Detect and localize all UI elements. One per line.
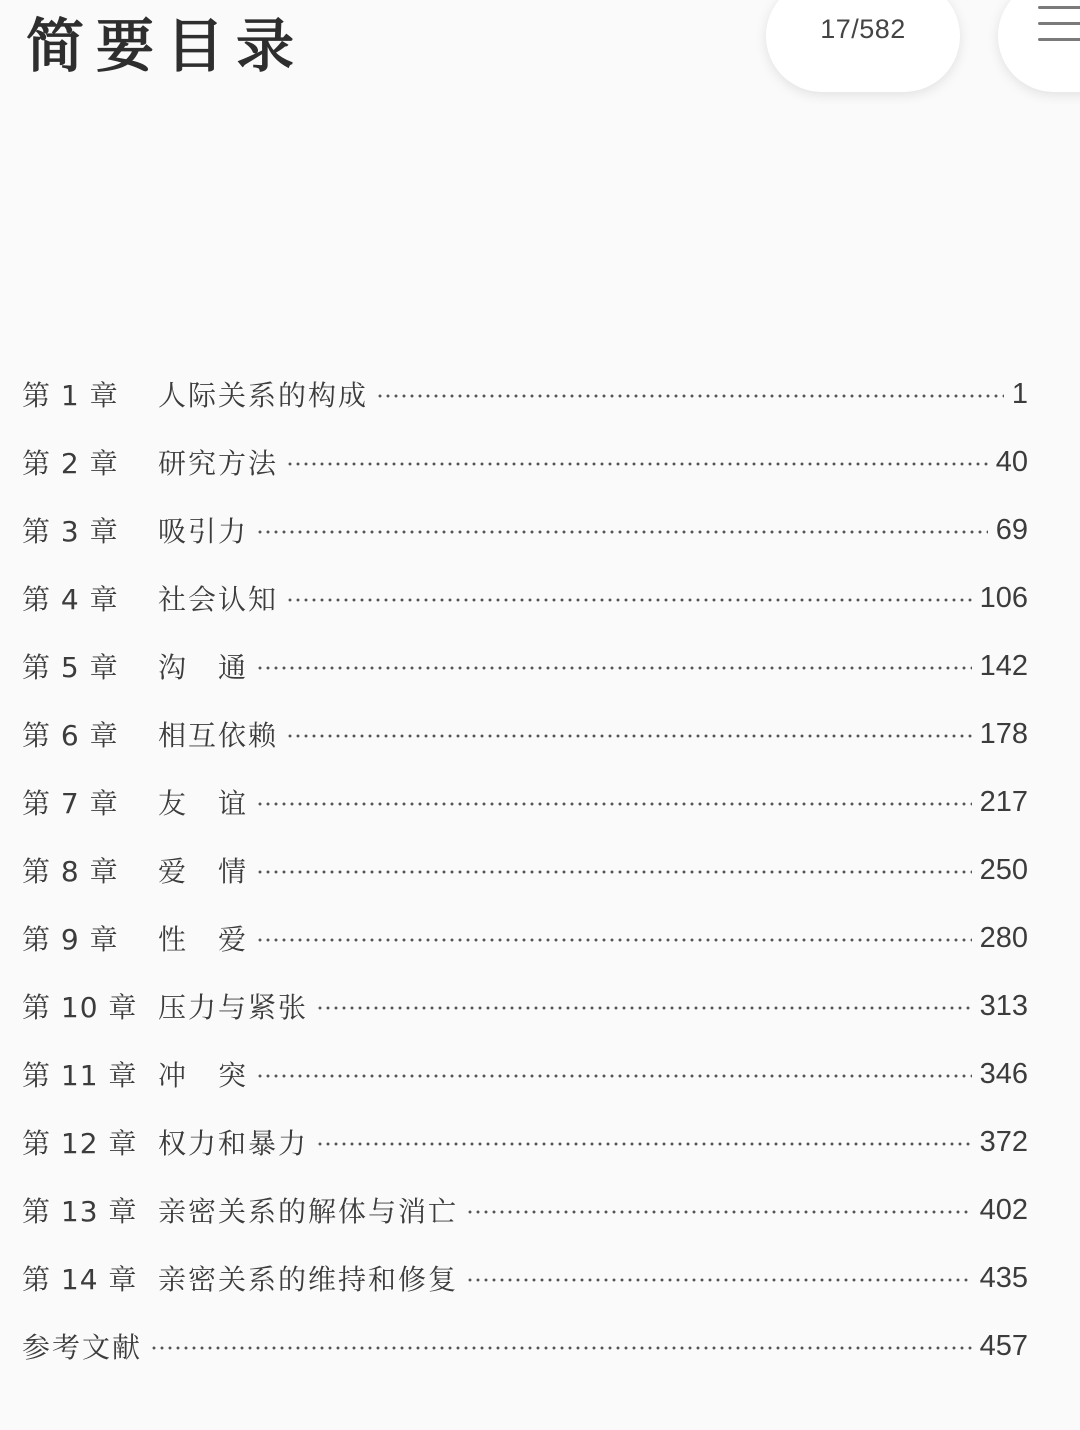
- toc-row[interactable]: [22, 570, 1028, 626]
- toc-leader-dots: [316, 1141, 972, 1147]
- toc-chapter-title: 亲密关系的维持和修复: [158, 1263, 459, 1296]
- toc-chapter-title: 压力与紧张: [158, 991, 309, 1024]
- toc-leader-dots: [286, 733, 972, 739]
- toc-chapter-number: 第 2 章: [22, 447, 119, 480]
- toc-chapter-title: 相互依赖: [158, 719, 279, 752]
- toc-chapter-title: 性 爱: [158, 923, 249, 956]
- toc-leader-dots: [256, 1073, 972, 1079]
- toc-chapter-number: 第 3 章: [22, 515, 119, 548]
- toc-page-number: 178: [979, 717, 1028, 750]
- toc-page-number: 372: [979, 1125, 1028, 1158]
- toc-page-number: 313: [979, 989, 1028, 1022]
- page-title: 简要目录: [26, 12, 307, 80]
- toc-row[interactable]: [22, 638, 1028, 694]
- toc-chapter-number: 第 11 章: [22, 1059, 138, 1092]
- toc-leader-dots: [466, 1277, 972, 1283]
- toc-chapter-number: 第 5 章: [22, 651, 119, 684]
- toc-leader-dots: [256, 529, 988, 535]
- toc-page-number: 250: [979, 853, 1028, 886]
- toc-leader-dots: [316, 1005, 972, 1011]
- toc-chapter-number: 第 6 章: [22, 719, 119, 752]
- toc-page-number: 435: [979, 1261, 1028, 1294]
- toc-chapter-number: 第 10 章: [22, 991, 138, 1024]
- toc-leader-dots: [286, 461, 988, 467]
- toc-leader-dots: [150, 1345, 972, 1351]
- toc-page-number: 402: [979, 1193, 1028, 1226]
- toc-row[interactable]: [22, 1250, 1028, 1306]
- toc-row[interactable]: [22, 1114, 1028, 1170]
- toc-row[interactable]: [22, 706, 1028, 762]
- toc-chapter-title: 冲 突: [158, 1059, 249, 1092]
- toc-row[interactable]: [22, 502, 1028, 558]
- toc-chapter-number: 第 4 章: [22, 583, 119, 616]
- toc-chapter-number: 第 7 章: [22, 787, 119, 820]
- toc-page-number: 217: [979, 785, 1028, 818]
- toc-row[interactable]: [22, 774, 1028, 830]
- toc-chapter-title: 权力和暴力: [158, 1127, 309, 1160]
- toc-page-number: 280: [979, 921, 1028, 954]
- toc-row[interactable]: [22, 910, 1028, 966]
- toc-page-number: 346: [979, 1057, 1028, 1090]
- toc-page-number: 106: [979, 581, 1028, 614]
- toc-row[interactable]: [22, 1182, 1028, 1238]
- toc-row[interactable]: [22, 978, 1028, 1034]
- toc-row[interactable]: [22, 366, 1028, 422]
- toc-chapter-title: 爱 情: [158, 855, 249, 888]
- toc-leader-dots: [286, 597, 972, 603]
- toc-row[interactable]: [22, 434, 1028, 490]
- toc-page-number: 40: [995, 445, 1028, 478]
- toc-chapter-title: 研究方法: [158, 447, 279, 480]
- toc-chapter-title: 吸引力: [158, 515, 249, 548]
- toc-leader-dots: [256, 937, 972, 943]
- toc-page-number: 142: [979, 649, 1028, 682]
- toc-page-number: 457: [979, 1329, 1028, 1362]
- toc-chapter-title: 社会认知: [158, 583, 279, 616]
- toc-chapter-number: 第 8 章: [22, 855, 119, 888]
- toc-row[interactable]: [22, 842, 1028, 898]
- toc-chapter-title: 沟 通: [158, 651, 249, 684]
- toc-chapter-title: 人际关系的构成: [158, 379, 369, 412]
- toc-chapter-number: 第 14 章: [22, 1263, 138, 1296]
- toc-page-number: 69: [995, 513, 1028, 546]
- toc-chapter-title: 友 谊: [158, 787, 249, 820]
- toc-chapter-number: 第 13 章: [22, 1195, 138, 1228]
- page-indicator: 17/582: [820, 14, 906, 44]
- menu-button[interactable]: [998, 0, 1080, 92]
- toc-leader-dots: [376, 393, 1004, 399]
- toc-chapter-number: 第 1 章: [22, 379, 119, 412]
- toc-leader-dots: [256, 665, 972, 671]
- toc-chapter-number: 第 9 章: [22, 923, 119, 956]
- toc-references-title: 参考文献: [22, 1331, 143, 1364]
- toc-leader-dots: [256, 801, 972, 807]
- toc-row-references[interactable]: [22, 1318, 1028, 1374]
- toc-chapter-number: 第 12 章: [22, 1127, 138, 1160]
- hamburger-menu-icon: [1038, 6, 1080, 46]
- toc-page-number: 1: [1011, 377, 1028, 410]
- toc-leader-dots: [466, 1209, 972, 1215]
- toc-leader-dots: [256, 869, 972, 875]
- toc-chapter-title: 亲密关系的解体与消亡: [158, 1195, 459, 1228]
- toc-row[interactable]: [22, 1046, 1028, 1102]
- page-indicator-pill[interactable]: [766, 0, 960, 92]
